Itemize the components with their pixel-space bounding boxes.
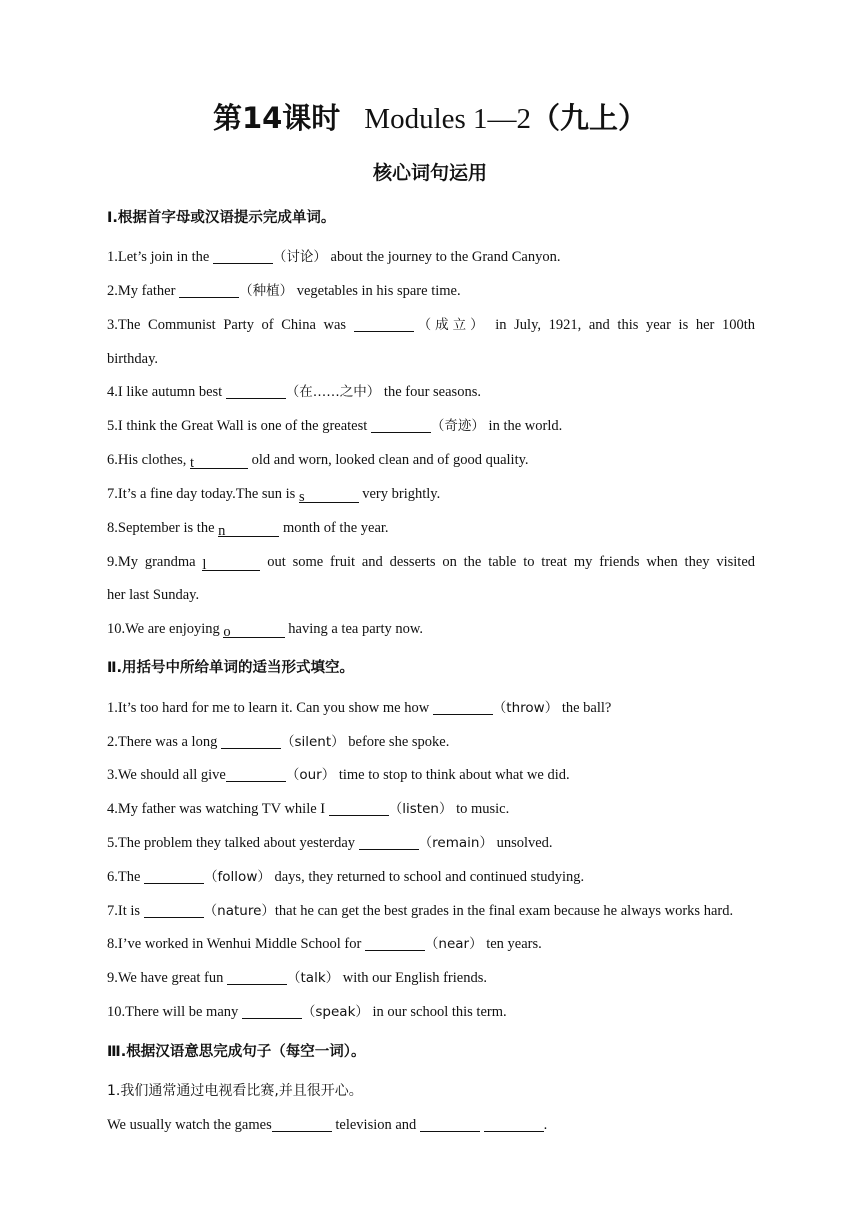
answer-blank[interactable] [371,416,431,433]
answer-blank[interactable] [433,698,493,715]
s1-item-9-cont: her last Sunday. [107,587,200,603]
title-modules: Modules 1—2 [364,103,532,135]
section-3-heading: Ⅲ.根据汉语意思完成句子（每空一词）。 [107,1044,366,1060]
answer-blank[interactable] [242,1002,302,1019]
title-lesson: 第14课时 [212,101,341,135]
s2-item-10: 10.There will be many （speak） in our school this term. [107,1004,507,1020]
answer-blank[interactable] [484,1115,544,1132]
s1-item-4: 4.I like autumn best （在……之中） the four seasons. [107,384,481,400]
s3-item-1-chinese: 1.我们通常通过电视看比赛,并且很开心。 [107,1083,363,1099]
page-subtitle: 核心词句运用 [372,162,487,184]
answer-blank[interactable] [227,968,287,985]
answer-blank[interactable]: t [190,452,248,469]
answer-blank[interactable] [226,382,286,399]
answer-blank[interactable] [144,901,204,918]
answer-blank[interactable] [226,765,286,782]
s1-item-7: 7.It’s a fine day today.The sun is s very brightly. [107,486,441,505]
s2-item-4: 4.My father was watching TV while I （listen） to music. [107,801,510,817]
s1-item-2: 2.My father （种植） vegetables in his spare time. [107,283,461,299]
section-2-heading: Ⅱ.用括号中所给单词的适当形式填空。 [107,660,355,676]
s2-item-2: 2.There was a long （silent） before she spoke. [107,734,450,750]
section-1-heading: Ⅰ.根据首字母或汉语提示完成单词。 [107,210,336,226]
title-grade: （九上） [531,101,648,135]
answer-blank[interactable]: n [218,520,279,537]
s1-item-6: 6.His clothes, t old and worn, looked clean and of good quality. [107,452,529,471]
answer-blank[interactable] [272,1115,332,1132]
answer-blank[interactable] [144,867,204,884]
s3-item-1-english: We usually watch the games television and . [107,1117,548,1133]
s1-item-10: 10.We are enjoying o having a tea party now. [107,621,424,640]
s2-item-9: 9.We have great fun （talk） with our English friends. [107,970,487,986]
answer-blank[interactable]: s [299,486,359,503]
answer-blank[interactable] [354,315,414,332]
answer-blank[interactable] [420,1115,480,1132]
s1-item-5: 5.I think the Great Wall is one of the greatest （奇迹） in the world. [107,418,563,434]
answer-blank[interactable] [221,732,281,749]
answer-blank[interactable] [213,247,273,264]
answer-blank[interactable] [359,833,419,850]
page-title [0,98,860,139]
s1-item-3: 3.The Communist Party of China was （成立） in July, 1921, and this year is her 100th [107,317,756,333]
s1-item-8: 8.September is the n month of the year. [107,520,389,539]
s2-item-7: 7.It is （nature）that he can get the best grades in the final exam because he always works hard. [107,903,734,919]
answer-blank[interactable] [329,799,389,816]
s2-item-6: 6.The （follow） days, they returned to school and continued studying. [107,869,585,885]
s1-item-1: 1.Let’s join in the （讨论） about the journey to the Grand Canyon. [107,249,561,265]
answer-blank[interactable] [179,281,239,298]
s2-item-3: 3.We should all give （our） time to stop to think about what we did. [107,767,570,783]
s2-item-1: 1.It’s too hard for me to learn it. Can you show me how （throw） the ball? [107,700,612,716]
s1-item-3-cont: birthday. [107,351,159,367]
answer-blank[interactable]: l [202,554,260,571]
s1-item-9: 9.My grandma l out some fruit and desserts on the table to treat my friends when they visited [107,554,756,573]
answer-blank[interactable] [365,934,425,951]
s2-item-8: 8.I’ve worked in Wenhui Middle School for （near） ten years. [107,936,542,952]
s2-item-5: 5.The problem they talked about yesterday （remain） unsolved. [107,835,553,851]
answer-blank[interactable]: o [223,621,284,638]
